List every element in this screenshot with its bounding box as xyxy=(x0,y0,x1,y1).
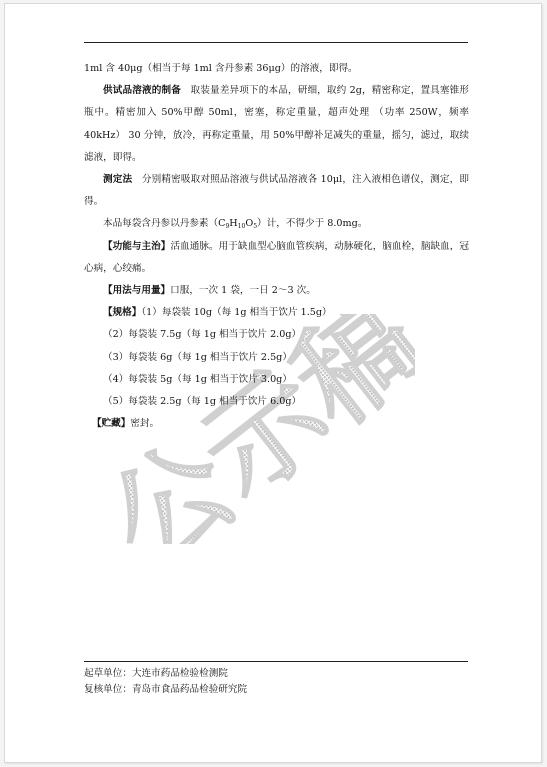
spec-heading: 【规格】 xyxy=(103,307,142,319)
method-text: 分别精密吸取对照品溶液与供试品溶液各 10μl，注入液相色谱仪，测定，即得。 xyxy=(84,174,469,208)
paragraph-reference-solution-end: 1ml 含 40μg（相当于每 1ml 含丹参素 36μg）的溶液，即得。 xyxy=(84,63,358,74)
function-heading: 【功能与主治】 xyxy=(103,240,171,252)
method-heading: 测定法 xyxy=(103,174,133,186)
spec-item: （3）每袋装 6g（每 1g 相当于饮片 2.5g） xyxy=(103,351,292,363)
spec-item: （2）每袋装 7.5g（每 1g 相当于饮片 2.0g） xyxy=(103,329,302,341)
document-body xyxy=(84,58,469,435)
paragraph-usage xyxy=(84,280,469,302)
usage-heading: 【用法与用量】 xyxy=(103,285,171,297)
usage-text: 口服，一次 1 袋，一日 2～3 次。 xyxy=(170,285,316,297)
drafter-label: 起草单位： xyxy=(84,668,132,679)
spec-item: （4）每袋装 5g（每 1g 相当于饮片 3.0g） xyxy=(103,373,292,385)
reviewer-name: 青岛市食品药品检验研究院 xyxy=(131,684,248,695)
header-rule xyxy=(84,42,468,43)
paragraph-storage xyxy=(84,413,469,435)
reviewer-label: 复核单位： xyxy=(84,684,132,695)
drafter-name: 大连市药品检验检测院 xyxy=(131,668,228,679)
spec-item: （5）每袋装 2.5g（每 1g 相当于饮片 6.0g） xyxy=(103,396,302,408)
paragraph-function xyxy=(84,236,469,280)
watermark-text: 公示稿 xyxy=(115,314,415,544)
paragraph-content-limit: 本品每袋含丹参以丹参素$(C_9H_{10}O_5)$计，不得少于 8.0mg。 xyxy=(103,218,368,231)
spec-item: （1）每袋装 10g（每 1g 相当于饮片 1.5g） xyxy=(141,307,332,319)
storage-text: 密封。 xyxy=(130,418,160,430)
footer xyxy=(84,666,247,698)
paragraph-spec xyxy=(84,302,469,324)
paragraph-sample-prep xyxy=(84,80,469,169)
footer-rule xyxy=(84,661,468,662)
paragraph-method xyxy=(84,169,469,213)
sample-prep-text: 取装量差异项下的本品，研细，取约 2g，精密称定，置具塞锥形瓶中。精密加入 50%甲醇 50ml，密塞，称定重量，超声处理 （功率 250W，频率 40kHz） 30 分钟，放冷，再称定重量，用 50%甲醇补足减失的重量，摇匀，滤过，取续滤液，即得。 xyxy=(84,85,470,163)
function-text: 活血通脉。用于缺血型心脑血管疾病，动脉硬化，脑血栓，脑缺血，冠心病，心绞痛。 xyxy=(84,240,470,274)
sample-prep-heading: 供试品溶液的制备 xyxy=(103,85,181,97)
reviewer-line xyxy=(84,682,247,698)
document-page xyxy=(4,3,542,763)
storage-heading: 【贮藏】 xyxy=(92,418,131,430)
drafter-line xyxy=(84,666,247,682)
